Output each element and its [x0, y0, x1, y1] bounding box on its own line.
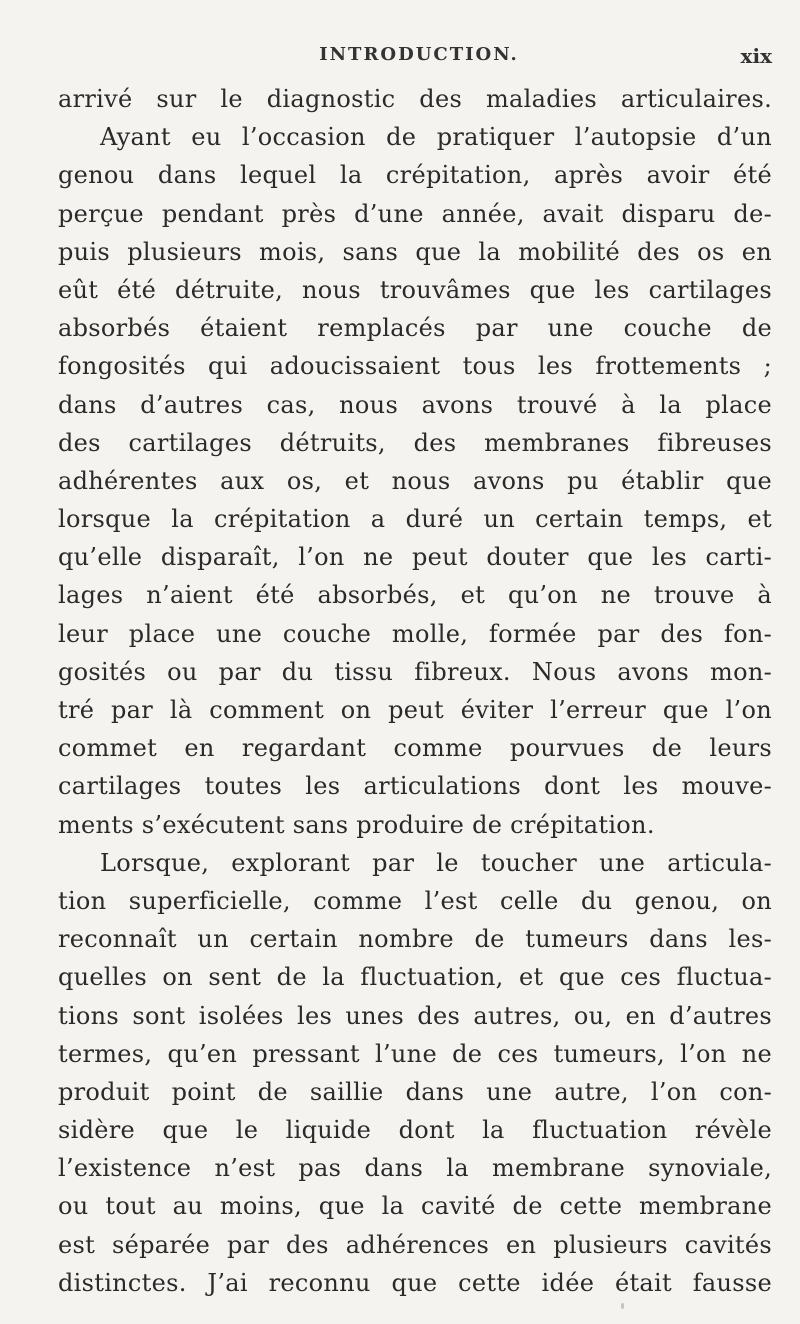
text-line: lorsque la crépitation a duré un certain temps, et	[58, 505, 772, 534]
text-line: fongosités qui adoucissaient tous les frottements ;	[58, 352, 772, 381]
text-line: tré par là comment on peut éviter l’erreur que l’on	[58, 696, 772, 724]
text-line: produit point de saillie dans une autre, l’on con-	[58, 1077, 772, 1106]
text-line: puis plusieurs mois, sans que la mobilité des os en	[58, 237, 772, 266]
text-line: sidère que le liquide dont la fluctuation révèle	[58, 1116, 772, 1145]
text-line: leur place une couche molle, formée par des fon-	[58, 619, 772, 648]
text-line: commet en regardant comme pourvues de leurs	[58, 734, 772, 763]
text-line: reconnaît un certain nombre de tumeurs dans les-	[58, 925, 772, 954]
text-line: distinctes. J’ai reconnu que cette idée était fausse	[58, 1268, 772, 1297]
text-line: l’existence n’est pas dans la membrane synoviale,	[58, 1154, 772, 1183]
text-line: adhérentes aux os, et nous avons pu établir que	[58, 466, 772, 495]
text-line: gosités ou par du tissu fibreux. Nous avons mon-	[58, 657, 772, 686]
text-line: tions sont isolées les unes des autres, ou, en d’autres	[58, 1001, 772, 1030]
text-line: termes, qu’en pressant l’une de ces tumeurs, l’on ne	[58, 1039, 772, 1068]
running-header	[60, 44, 778, 78]
header-title: INTRODUCTION.	[319, 44, 519, 65]
paper-speck	[621, 1303, 624, 1309]
text-line: dans d’autres cas, nous avons trouvé à la place	[58, 390, 772, 419]
text-line: perçue pendant près d’une année, avait disparu de-	[58, 199, 772, 228]
text-line: Ayant eu l’occasion de pratiquer l’autopsie d’un	[100, 123, 772, 152]
page-number: xix	[740, 44, 772, 68]
text-line: qu’elle disparaît, l’on ne peut douter que les carti-	[58, 543, 772, 572]
text-line: genou dans lequel la crépitation, après avoir été	[58, 161, 772, 190]
text-line: des cartilages détruits, des membranes fibreuses	[58, 428, 772, 457]
text-line: est séparée par des adhérences en plusieurs cavités	[58, 1230, 772, 1259]
text-line: absorbés étaient remplacés par une couche de	[58, 314, 772, 343]
text-line: ments s’exécutent sans produire de crépitation.	[58, 810, 655, 839]
text-line: eût été détruite, nous trouvâmes que les cartilages	[58, 275, 772, 304]
text-line: quelles on sent de la fluctuation, et que ces fluctua-	[58, 963, 772, 992]
body-text	[58, 80, 772, 1302]
text-line: arrivé sur le diagnostic des maladies articulaires.	[58, 85, 772, 113]
text-line: ou tout au moins, que la cavité de cette membrane	[58, 1192, 772, 1221]
text-line: Lorsque, explorant par le toucher une articula-	[100, 848, 772, 877]
text-line: lages n’aient été absorbés, et qu’on ne trouve à	[58, 581, 772, 610]
text-line: tion superficielle, comme l’est celle du genou, on	[58, 886, 772, 915]
text-line: cartilages toutes les articulations dont les mouve-	[58, 772, 772, 801]
